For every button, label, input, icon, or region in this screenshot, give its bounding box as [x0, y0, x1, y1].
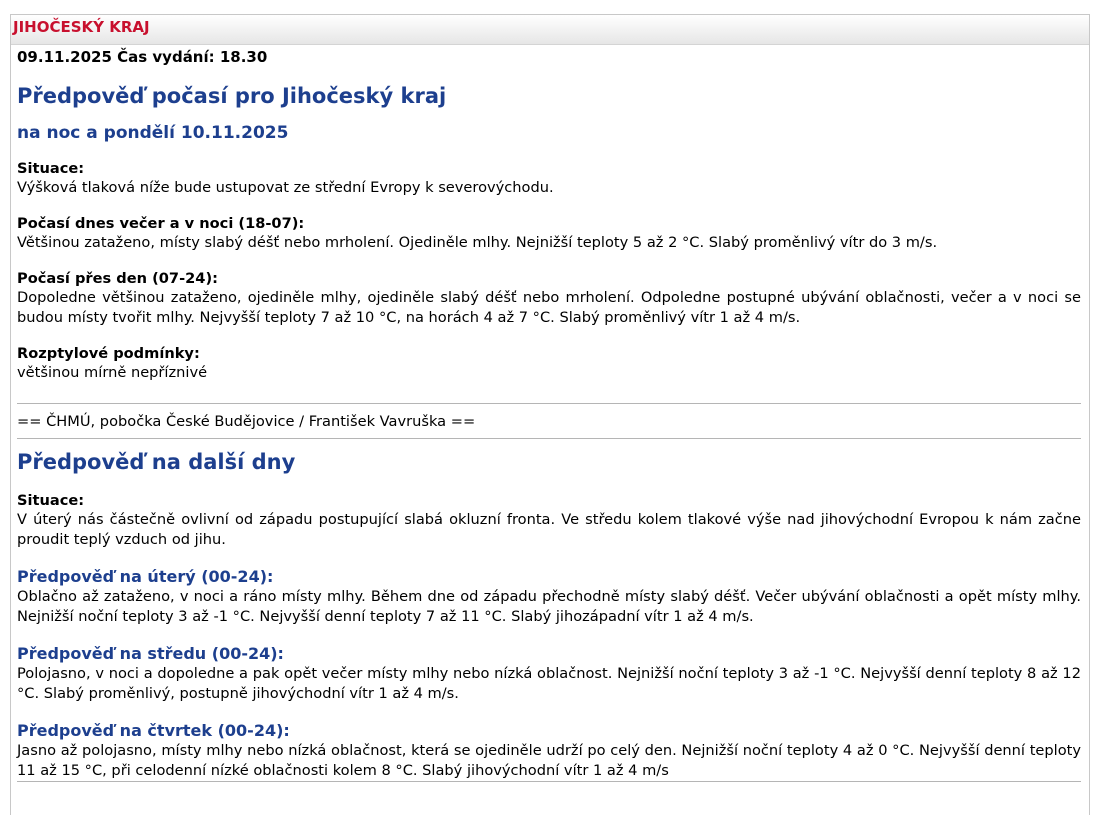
section-label: Situace:	[17, 160, 85, 177]
divider	[17, 438, 1081, 439]
section-situation	[17, 159, 1081, 198]
day-text: Jasno až polojasno, místy mlhy nebo nízká oblačnost, která se ojediněle udrží po celý den. Nejnižší noční teploty 4 až 0 °C. Nejvyšší denní teploty 11 až 15 °C, při celodenní nízké oblačnosti kolem 8 °C. Slabý jihovýchodní vítr 1 až 4 m/s	[17, 742, 1081, 779]
section-label: Rozptylové podmínky:	[17, 345, 200, 362]
day-text: Oblačno až zataženo, v noci a ráno místy mlhy. Během dne od západu přechodně místy slabý déšť. Večer ubývání oblačnosti a opět místy mlhy. Nejnižší noční teploty 3 až -1 °C. Nejvyšší denní teploty 7 až 11 °C. Slabý jihozápadní vítr 1 až 4 m/s.	[17, 588, 1081, 625]
divider	[17, 781, 1081, 782]
section-text: Výšková tlaková níže bude ustupovat ze střední Evropy k severovýchodu.	[17, 179, 554, 196]
section-text: Dopoledne většinou zataženo, ojediněle mlhy, ojediněle slabý déšť nebo mrholení. Odpoledne postupné ubývání oblačnosti, večer a v noci se budou místy tvořit mlhy. Nejvyšší teploty 7 až 10 °C, na horách 4 až 7 °C. Slabý proměnlivý vítr 1 až 4 m/s.	[17, 289, 1081, 326]
day-label: Předpověď na středu (00-24):	[17, 644, 284, 663]
forecast-panel	[10, 14, 1090, 815]
section-label: Situace:	[17, 492, 85, 509]
section-tonight	[17, 214, 1081, 253]
day-text: Polojasno, v noci a dopoledne a pak opět večer místy mlhy nebo nízká oblačnost. Nejnižší noční teploty 3 až -1 °C. Nejvyšší denní teploty 8 až 12 °C. Slabý proměnlivý, postupně jihovýchodní vítr 1 až 4 m/s.	[17, 665, 1081, 702]
day-label: Předpověď na úterý (00-24):	[17, 567, 274, 586]
section-text: Většinou zataženo, místy slabý déšť nebo mrholení. Ojediněle mlhy. Nejnižší teploty 5 až 2 °C. Slabý proměnlivý vítr do 3 m/s.	[17, 234, 938, 251]
section-text: většinou mírně nepříznivé	[17, 364, 208, 381]
section-label: Počasí přes den (07-24):	[17, 270, 218, 287]
outlook-title: Předpověď na další dny	[17, 450, 296, 474]
forecast-subtitle: na noc a pondělí 10.11.2025	[17, 123, 289, 143]
section-day	[17, 269, 1081, 328]
section-text: V úterý nás částečně ovlivní od západu postupující slabá okluzní fronta. Ve středu kolem tlakové výše nad jihovýchodní Evropou k nám začne proudit teplý vzduch od jihu.	[17, 511, 1081, 548]
section-dispersion	[17, 344, 1081, 383]
day-label: Předpověď na čtvrtek (00-24):	[17, 721, 290, 740]
section-label: Počasí dnes večer a v noci (18-07):	[17, 215, 305, 232]
outlook-day-tuesday	[17, 567, 1081, 627]
outlook-day-wednesday	[17, 644, 1081, 704]
region-header: JIHOČESKÝ KRAJ	[11, 15, 1089, 45]
author-signature: == ČHMÚ, pobočka České Budějovice / František Vavruška ==	[17, 413, 476, 430]
outlook-situation	[17, 491, 1081, 550]
page-title: Předpověď počasí pro Jihočeský kraj	[17, 84, 447, 108]
issue-time: 09.11.2025 Čas vydání: 18.30	[17, 48, 268, 66]
outlook-day-thursday	[17, 721, 1081, 781]
forecast-content	[11, 47, 1089, 782]
